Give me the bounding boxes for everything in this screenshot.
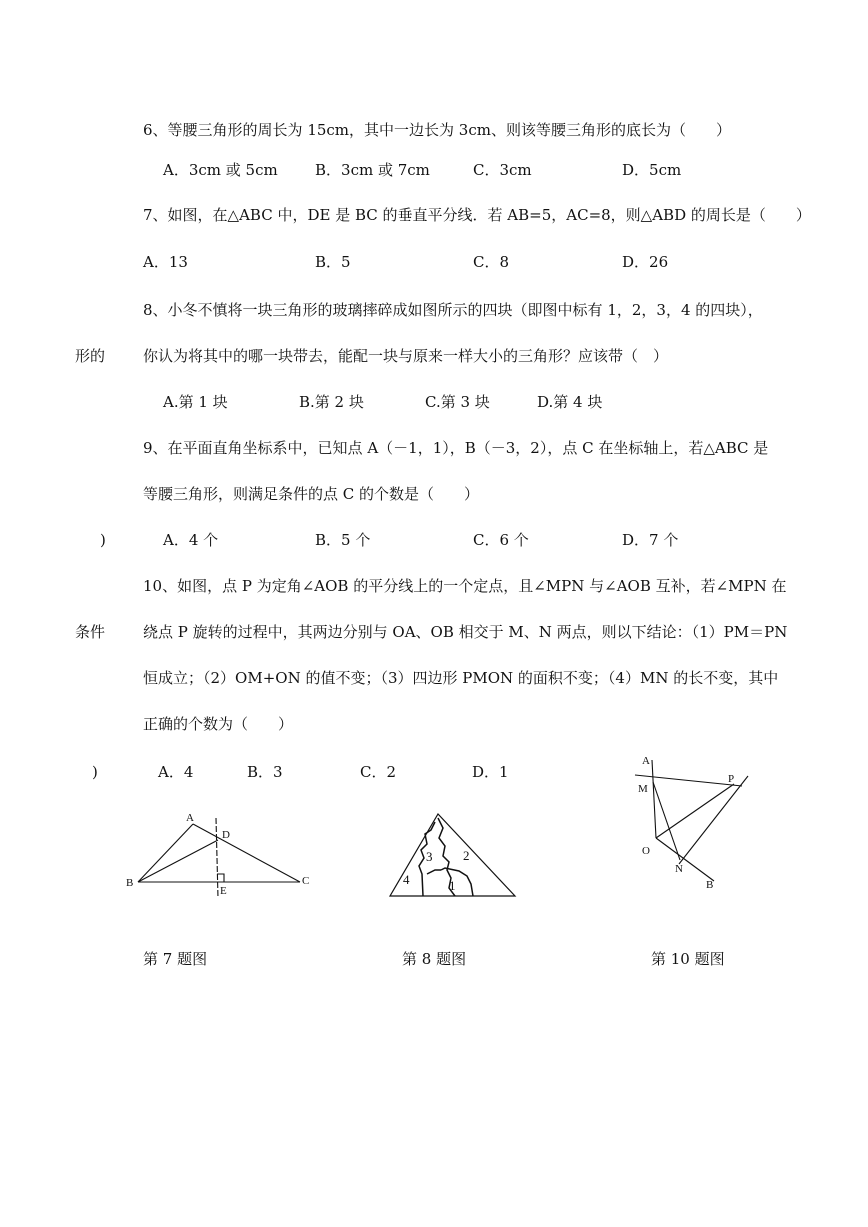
q8-stem-line2: 你认为将其中的哪一块带去，能配一块与原来一样大小的三角形？应该带（ ）: [143, 347, 669, 365]
fig10-label-a: A: [642, 755, 650, 767]
q8-option-b: B.第 2 块: [299, 393, 364, 411]
q10-option-b: B．3: [247, 763, 283, 781]
fig7-segment-bd: [138, 840, 218, 882]
q9-option-c: C．6 个: [473, 531, 529, 549]
q7-option-b: B．5: [315, 253, 351, 271]
fig10-line-op: [656, 784, 734, 838]
q9-option-d: D．7 个: [622, 531, 679, 549]
fig10-label-p: P: [728, 773, 735, 785]
q6-option-d: D．5cm: [622, 161, 682, 179]
q8-option-a: A.第 1 块: [163, 393, 228, 411]
q10-stem-line4: 正确的个数为（ ）: [143, 715, 294, 733]
figure-10: [630, 748, 770, 893]
fig10-ray-oa: [652, 760, 656, 838]
q9-option-b: B．5 个: [315, 531, 371, 549]
fig7-perp-bisector: [216, 818, 218, 898]
margin-note-4: ): [92, 763, 98, 781]
fig8-label-1: 1: [449, 878, 456, 893]
fig8-caption: 第 8 题图: [402, 950, 467, 968]
q10-option-a: A．4: [158, 763, 194, 781]
fig10-line-pn: [679, 776, 748, 864]
margin-note-1: 形的: [75, 347, 106, 365]
q10-stem-line2: 绕点 P 旋转的过程中，其两边分别与 OA、OB 相交于 M、N 两点，则以下结论：（1）PM＝PN: [143, 623, 788, 641]
fig7-label-c: C: [302, 875, 310, 887]
q6-option-b: B．3cm 或 7cm: [315, 161, 430, 179]
q9-option-a: A．4 个: [163, 531, 219, 549]
fig7-side-ac: [193, 824, 300, 882]
q6-stem: 6、等腰三角形的周长为 15cm，其中一边长为 3cm、则该等腰三角形的底长为（ ）: [143, 121, 731, 139]
fig7-label-a: A: [186, 812, 194, 824]
fig8-label-2: 2: [463, 848, 470, 863]
fig7-caption: 第 7 题图: [143, 950, 208, 968]
fig8-crack-piece1: [441, 868, 473, 896]
fig7-label-b: B: [126, 877, 134, 889]
fig10-label-m: M: [638, 783, 648, 795]
q9-stem-line1: 9、在平面直角坐标系中，已知点 A（－1，1），B（－3，2），点 C 在坐标轴上，若△ABC 是: [143, 439, 769, 457]
q6-option-c: C．3cm: [473, 161, 532, 179]
fig10-label-o: O: [642, 845, 650, 857]
q7-option-a: A．13: [143, 253, 188, 271]
fig10-label-b: B: [706, 879, 714, 891]
q10-option-d: D．1: [472, 763, 509, 781]
margin-note-3: 条件: [75, 623, 106, 641]
fig10-line-mn: [653, 782, 680, 860]
q8-stem-line1: 8、小冬不慎将一块三角形的玻璃摔碎成如图所示的四块（即图中标有 1，2，3，4 的四块），: [143, 301, 763, 319]
fig10-label-n: N: [675, 863, 683, 875]
fig8-crack-bottom: [427, 870, 441, 874]
figure-8: [385, 808, 520, 900]
margin-note-2: ): [100, 531, 106, 549]
fig10-line-mp: [635, 775, 742, 786]
q7-option-d: D．26: [622, 253, 669, 271]
q9-stem-line2: 等腰三角形，则满足条件的点 C 的个数是（ ）: [143, 485, 480, 503]
q8-option-d: D.第 4 块: [537, 393, 603, 411]
q6-option-a: A．3cm 或 5cm: [163, 161, 278, 179]
q10-option-c: C．2: [360, 763, 397, 781]
q7-stem: 7、如图，在△ABC 中，DE 是 BC 的垂直平分线．若 AB=5，AC=8，则△ABD 的周长是（ ）: [143, 206, 811, 224]
q7-option-c: C．8: [473, 253, 510, 271]
fig7-label-e: E: [220, 885, 227, 897]
fig8-label-4: 4: [403, 872, 410, 887]
fig10-caption: 第 10 题图: [651, 950, 725, 968]
q10-stem-line3: 恒成立；（2）OM+ON 的值不变；（3）四边形 PMON 的面积不变；（4）MN 的长不变，其中: [143, 669, 779, 687]
fig10-ray-ob: [656, 838, 714, 881]
fig8-label-3: 3: [426, 849, 433, 864]
fig7-side-ab: [138, 824, 193, 882]
fig7-label-d: D: [222, 829, 230, 841]
figure-7: [120, 810, 320, 900]
q10-stem-line1: 10、如图，点 P 为定角∠AOB 的平分线上的一个定点，且∠MPN 与∠AOB 互补，若∠MPN 在: [143, 577, 787, 595]
q8-option-c: C.第 3 块: [425, 393, 490, 411]
